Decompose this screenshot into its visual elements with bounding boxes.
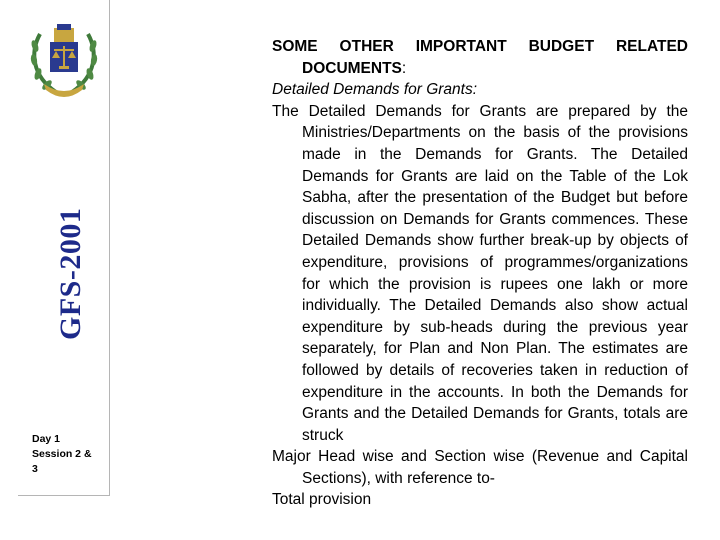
paragraph: Major Head wise and Section wise (Revenue and Capital Sections), with reference to- (272, 448, 688, 487)
section-heading-colon: : (401, 59, 407, 77)
main-content (272, 36, 688, 511)
session-label (32, 432, 106, 477)
section-heading-text: SOME OTHER IMPORTANT BUDGET RELATED DOCUMENTS (272, 38, 688, 77)
session-line: 3 (32, 463, 38, 475)
session-line: Day 1 (32, 433, 61, 445)
paragraph: The Detailed Demands for Grants are prepared by the Ministries/Departments on the basis of the provisions made in the Demands for Grants. The Detailed Demands for Grants are laid on the Table of the Lok Sabha, after the presentation of the Budget but before discussion on Demands for Grants commences. These Detailed Demands show further break-up by objects of expenditure, provisions of programmes/organizations for which the provision is rupees one lakh or more individually. The Detailed Demands also show actual expenditure by sub-heads during the previous year separately, for Plan and Non Plan. The estimates are followed by details of recoveries taken in reduction of expenditure in the accounts. In both the Demands for Grants and the Detailed Demands for Grants, totals are struck (272, 102, 688, 444)
emblem-logo-icon (26, 14, 102, 104)
vertical-title: GFS-2001 (54, 207, 87, 340)
paragraph: Total provision (272, 491, 372, 509)
sidebar-panel (18, 0, 110, 496)
subheading: Detailed Demands for Grants: (272, 81, 478, 99)
session-line: Session 2 & (32, 448, 92, 460)
section-heading (272, 36, 688, 79)
